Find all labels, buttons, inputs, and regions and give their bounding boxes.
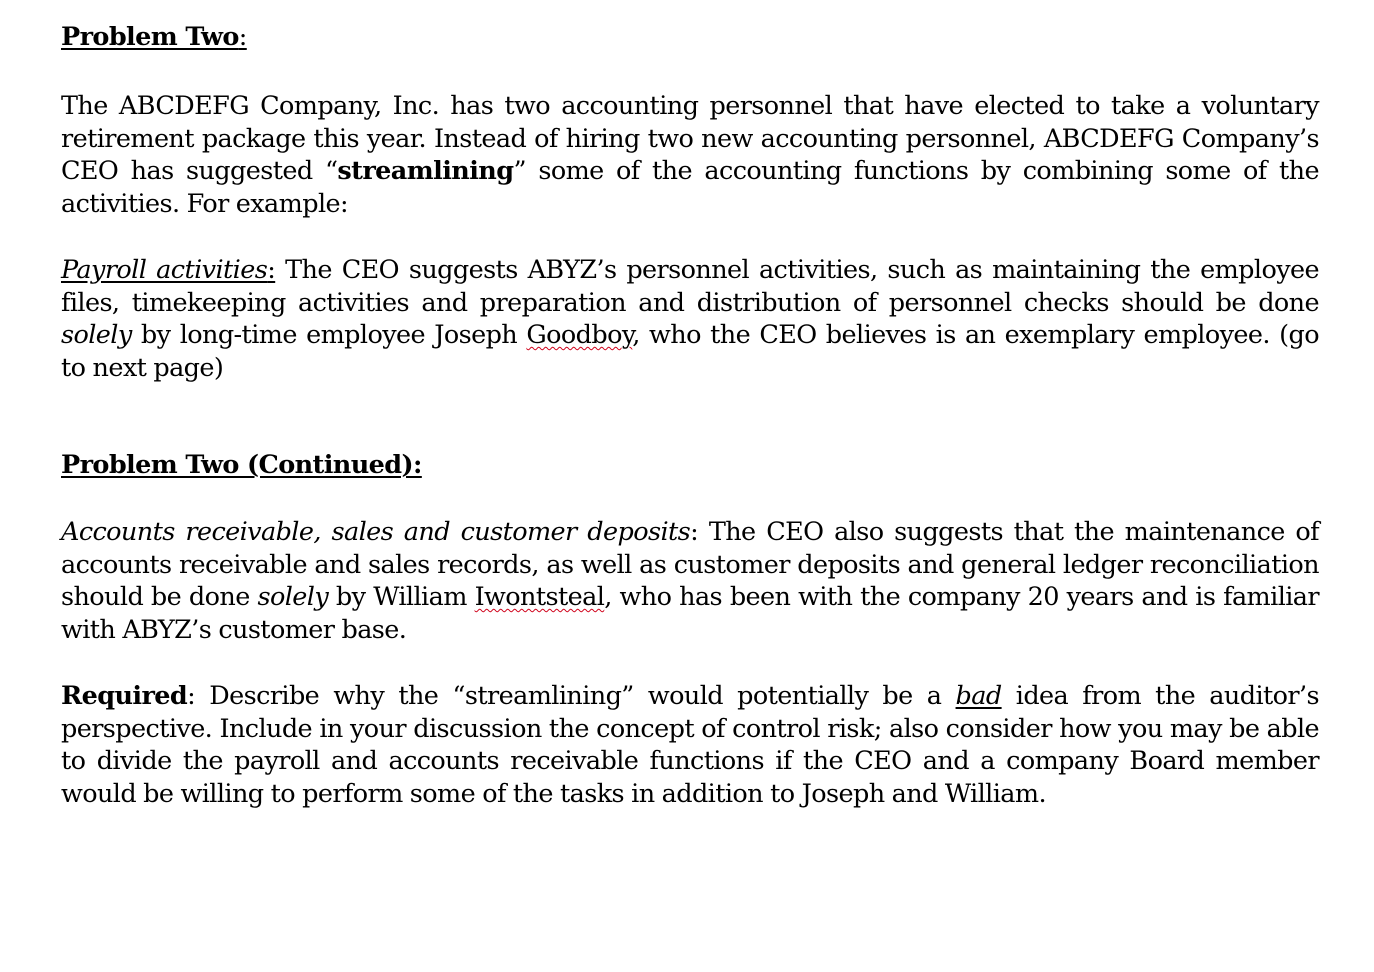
problem-two-heading-text: Problem Two	[61, 22, 239, 52]
payroll-label: Payroll activities	[61, 255, 268, 285]
intro-bold-term: streamlining	[337, 156, 514, 186]
payroll-solely: solely	[61, 320, 132, 350]
payroll-text-1: The CEO suggests ABYZ’s personnel activities, such as maintaining the employee files, timekeeping activities and preparation and distribution of personnel checks should be done	[61, 255, 1319, 318]
problem-two-continued-heading: Problem Two (Continued):	[61, 450, 422, 480]
ar-text-1: : The CEO also suggests that the maintenance of accounts receivable and sales records, as well as customer deposits and general ledger reconciliation should be done	[61, 517, 1320, 612]
required-label: Required	[61, 681, 188, 711]
heading-colon: :	[238, 22, 247, 52]
intro-text-end: ” some of the accounting functions by combining some of the activities. For example:	[61, 156, 1319, 219]
ar-solely: solely	[257, 582, 329, 612]
ar-name-misspelled: Iwontsteal	[474, 582, 605, 612]
required-paragraph	[61, 680, 1319, 810]
accounts-receivable-paragraph	[61, 516, 1319, 646]
ar-text-3: , who has been with the company 20 years and is familiar with ABYZ’s customer base.	[61, 582, 1319, 645]
intro-text: The ABCDEFG Company, Inc. has two accounting personnel that have elected to take a voluntary retirement package this year. Instead of hiring two new accounting personnel, ABCDEFG Company’s CEO has suggested “	[61, 91, 1319, 186]
payroll-text-3: , who the CEO believes is an exemplary employee. (go to next page)	[61, 320, 1319, 383]
payroll-name-misspelled: Goodboy	[526, 320, 633, 350]
intro-paragraph	[61, 90, 1319, 220]
payroll-text-2: by long-time employee Joseph	[131, 320, 527, 350]
payroll-paragraph	[61, 254, 1319, 384]
payroll-colon: :	[267, 255, 276, 285]
ar-label: Accounts receivable, sales and customer deposits	[61, 517, 691, 547]
problem-two-heading	[61, 22, 247, 52]
required-bad: bad	[955, 681, 1002, 711]
ar-text-2: by William	[328, 582, 475, 612]
required-text-2: idea from the auditor’s perspective. Include in your discussion the concept of control risk; also consider how you may be able to divide the payroll and accounts receivable functions if the CEO and a company Board member would be willing to perform some of the tasks in addition to Joseph and William.	[61, 681, 1319, 809]
required-text-1: : Describe why the “streamlining” would potentially be a	[187, 681, 956, 711]
